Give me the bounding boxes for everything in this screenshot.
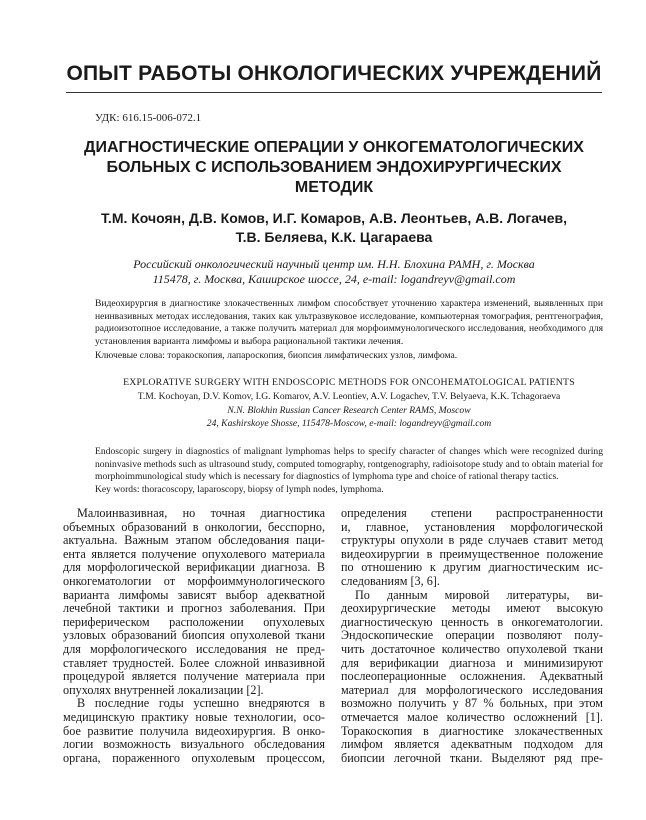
udc-code: УДК: 616.15-006-072.1 xyxy=(95,112,202,124)
affiliation-en-line: N.N. Blokhin Russian Cancer Research Center RAMS, Moscow xyxy=(227,405,471,416)
authors-line: Т.М. Кочоян, Д.В. Комов, И.Г. Комаров, А.В. Леонтьев, А.В. Логачев, xyxy=(100,210,568,226)
body-line: следованиям [3, 6]. xyxy=(341,573,440,588)
body-line: для верификации диагноза и минимизируют xyxy=(341,655,603,670)
body-line: периферическом расположении опухолевых xyxy=(63,614,325,629)
authors-line: Т.В. Беляева, К.К. Цагараева xyxy=(235,229,433,245)
body-line: объемных образований в онкологии, бесспорно, xyxy=(63,519,325,534)
body-line: варианта лимфомы зависят выбор адекватной xyxy=(63,587,325,602)
body-line: актуальна. Важным этапом обследования паци- xyxy=(63,533,325,548)
keywords-en: Key words: thoracoscopy, laparoscopy, biopsy of lymph nodes, lymphoma. xyxy=(95,484,384,495)
body-line: для морфологической верификации диагноза. В xyxy=(63,560,325,575)
title-line: ДИАГНОСТИЧЕСКИЕ ОПЕРАЦИИ У ОНКОГЕМАТОЛОГИЧЕСКИХ xyxy=(84,139,584,156)
body-line: По данным мировой литературы, ви- xyxy=(355,587,603,602)
section-header: ОПЫТ РАБОТЫ ОНКОЛОГИЧЕСКИХ УЧРЕЖДЕНИЙ xyxy=(66,62,602,85)
body-line: возможно получить у 87 % больных, при этом xyxy=(341,696,603,711)
body-line: органа, пораженного опухолевым процессом, xyxy=(63,750,325,765)
body-line: и, главное, установления морфологической xyxy=(341,519,603,534)
affiliation-line: 115478, г. Москва, Каширское шоссе, 24, e-mail: logandreyv@gmail.com xyxy=(152,272,516,286)
abstract-line: Видеохирургия в диагностике злокачественных лимфом способствует уточнению характера изменений, выявленных при xyxy=(95,298,603,309)
body-line: чить достаточное количество опухолевой ткани xyxy=(341,641,603,656)
body-line: структуры опухоли в ряде случаев ставит метод xyxy=(341,533,603,548)
body-line: Эндоскопические операции позволяют полу- xyxy=(341,628,603,643)
body-line: материал для морфологического исследования xyxy=(341,682,603,697)
header-rule-bottom xyxy=(66,92,602,93)
body-line: видеохирургии в преимущественное положение xyxy=(341,546,603,561)
abstract-line: noninvasive methods such as ultrasound study, computed tomography, rontgenography, radioisotope study and to obtain material for xyxy=(95,458,604,470)
body-line: логии возможность визуального обследования xyxy=(63,737,325,752)
body-line: онкогематологии от морфоиммунологического xyxy=(63,573,325,588)
body-line: лимфом является адекватным подходом для xyxy=(341,737,603,752)
abstract-line: установления варианта лимфомы и выбора рациональной тактики лечения. xyxy=(95,335,404,347)
body-line: послеоперационные осложнения. Адекватный xyxy=(341,669,603,684)
body-line: В последние годы успешно внедряются в xyxy=(77,696,325,711)
body-column-right xyxy=(341,507,603,765)
abstract-line: неинвазивных методах исследования, таких как ультразвуковое исследование, компьютерная томография, рентгенография, xyxy=(95,310,603,322)
body-line: узловых образований биопсия опухолевой ткани xyxy=(63,628,325,643)
authors xyxy=(66,209,602,247)
article-title xyxy=(66,138,602,198)
affiliation xyxy=(66,257,602,287)
abstract-ru xyxy=(95,298,603,348)
affiliation-line: Российский онкологический научный центр им. Н.Н. Блохина РАМН, г. Москва xyxy=(133,257,535,271)
body-line: процедурой является получение материала при xyxy=(63,669,325,684)
body-line: диагностическую ценность в онкогематологии. xyxy=(341,614,603,629)
authors-en: T.M. Kochoyan, D.V. Komov, I.G. Komarov, A.V. Leontiev, A.V. Logachev, T.V. Belyaeva, K.K. Tchagoraeva xyxy=(137,391,561,402)
body-line: Торакоскопия в диагностике злокачественных xyxy=(341,723,603,738)
body-line: бое развитие получила видеохирургия. В онко- xyxy=(63,723,325,738)
body-line: медицинскую практику новые технологии, осо- xyxy=(63,709,325,724)
abstract-line: Endoscopic surgery in diagnostics of malignant lymphomas helps to specify character of changes which were recognized during xyxy=(95,446,603,457)
body-line: Малоинвазивная, но точная диагностика xyxy=(77,506,325,520)
body-column-left xyxy=(63,507,325,765)
body-line: отмечается малое количество осложнений [1]. xyxy=(341,709,603,724)
body-line: деохирургические методы имеют высокую xyxy=(341,601,603,616)
keywords-ru: Ключевые слова: торакоскопия, лапароскопия, биопсия лимфатических узлов, лимфома. xyxy=(95,350,458,361)
title-line: МЕТОДИК xyxy=(294,179,374,196)
body-line: биопсии легочной ткани. Выделяют ряд пре- xyxy=(341,750,603,765)
title-en: EXPLORATIVE SURGERY WITH ENDOSCOPIC METHODS FOR ONCOHEMATOLOGICAL PATIENTS xyxy=(123,377,575,388)
body-line: ента является получение опухолевого материала xyxy=(63,546,325,561)
affiliation-en xyxy=(95,404,603,430)
abstract-line: morphoimmunological study which is necessary for diagnostics of lymphoma type and choice of rational therapy tactics. xyxy=(95,471,559,483)
body-line: для морфологического исследования не пред- xyxy=(63,641,325,656)
abstract-line: радиоизотопное исследование, а также получить материал для морфоиммунологического исследования, необходимого для xyxy=(95,323,603,335)
affiliation-en-line: 24, Kashirskoye Shosse, 115478-Moscow, e-mail: logandreyv@gmail.com xyxy=(206,418,492,429)
body-line: определения степени распространенности xyxy=(341,506,603,520)
body-line: лечебной тактики и прогноз заболевания. При xyxy=(63,601,325,616)
body-line: по отношению к другим диагностическим ис- xyxy=(341,560,603,575)
body-line: ставляет трудностей. Более сложной инвазивной xyxy=(63,655,325,670)
abstract-en xyxy=(95,446,603,484)
body-line: опухолях внутренней локализации [2]. xyxy=(63,682,264,697)
title-line: БОЛЬНЫХ С ИСПОЛЬЗОВАНИЕМ ЭНДОХИРУРГИЧЕСКИХ xyxy=(106,159,562,176)
